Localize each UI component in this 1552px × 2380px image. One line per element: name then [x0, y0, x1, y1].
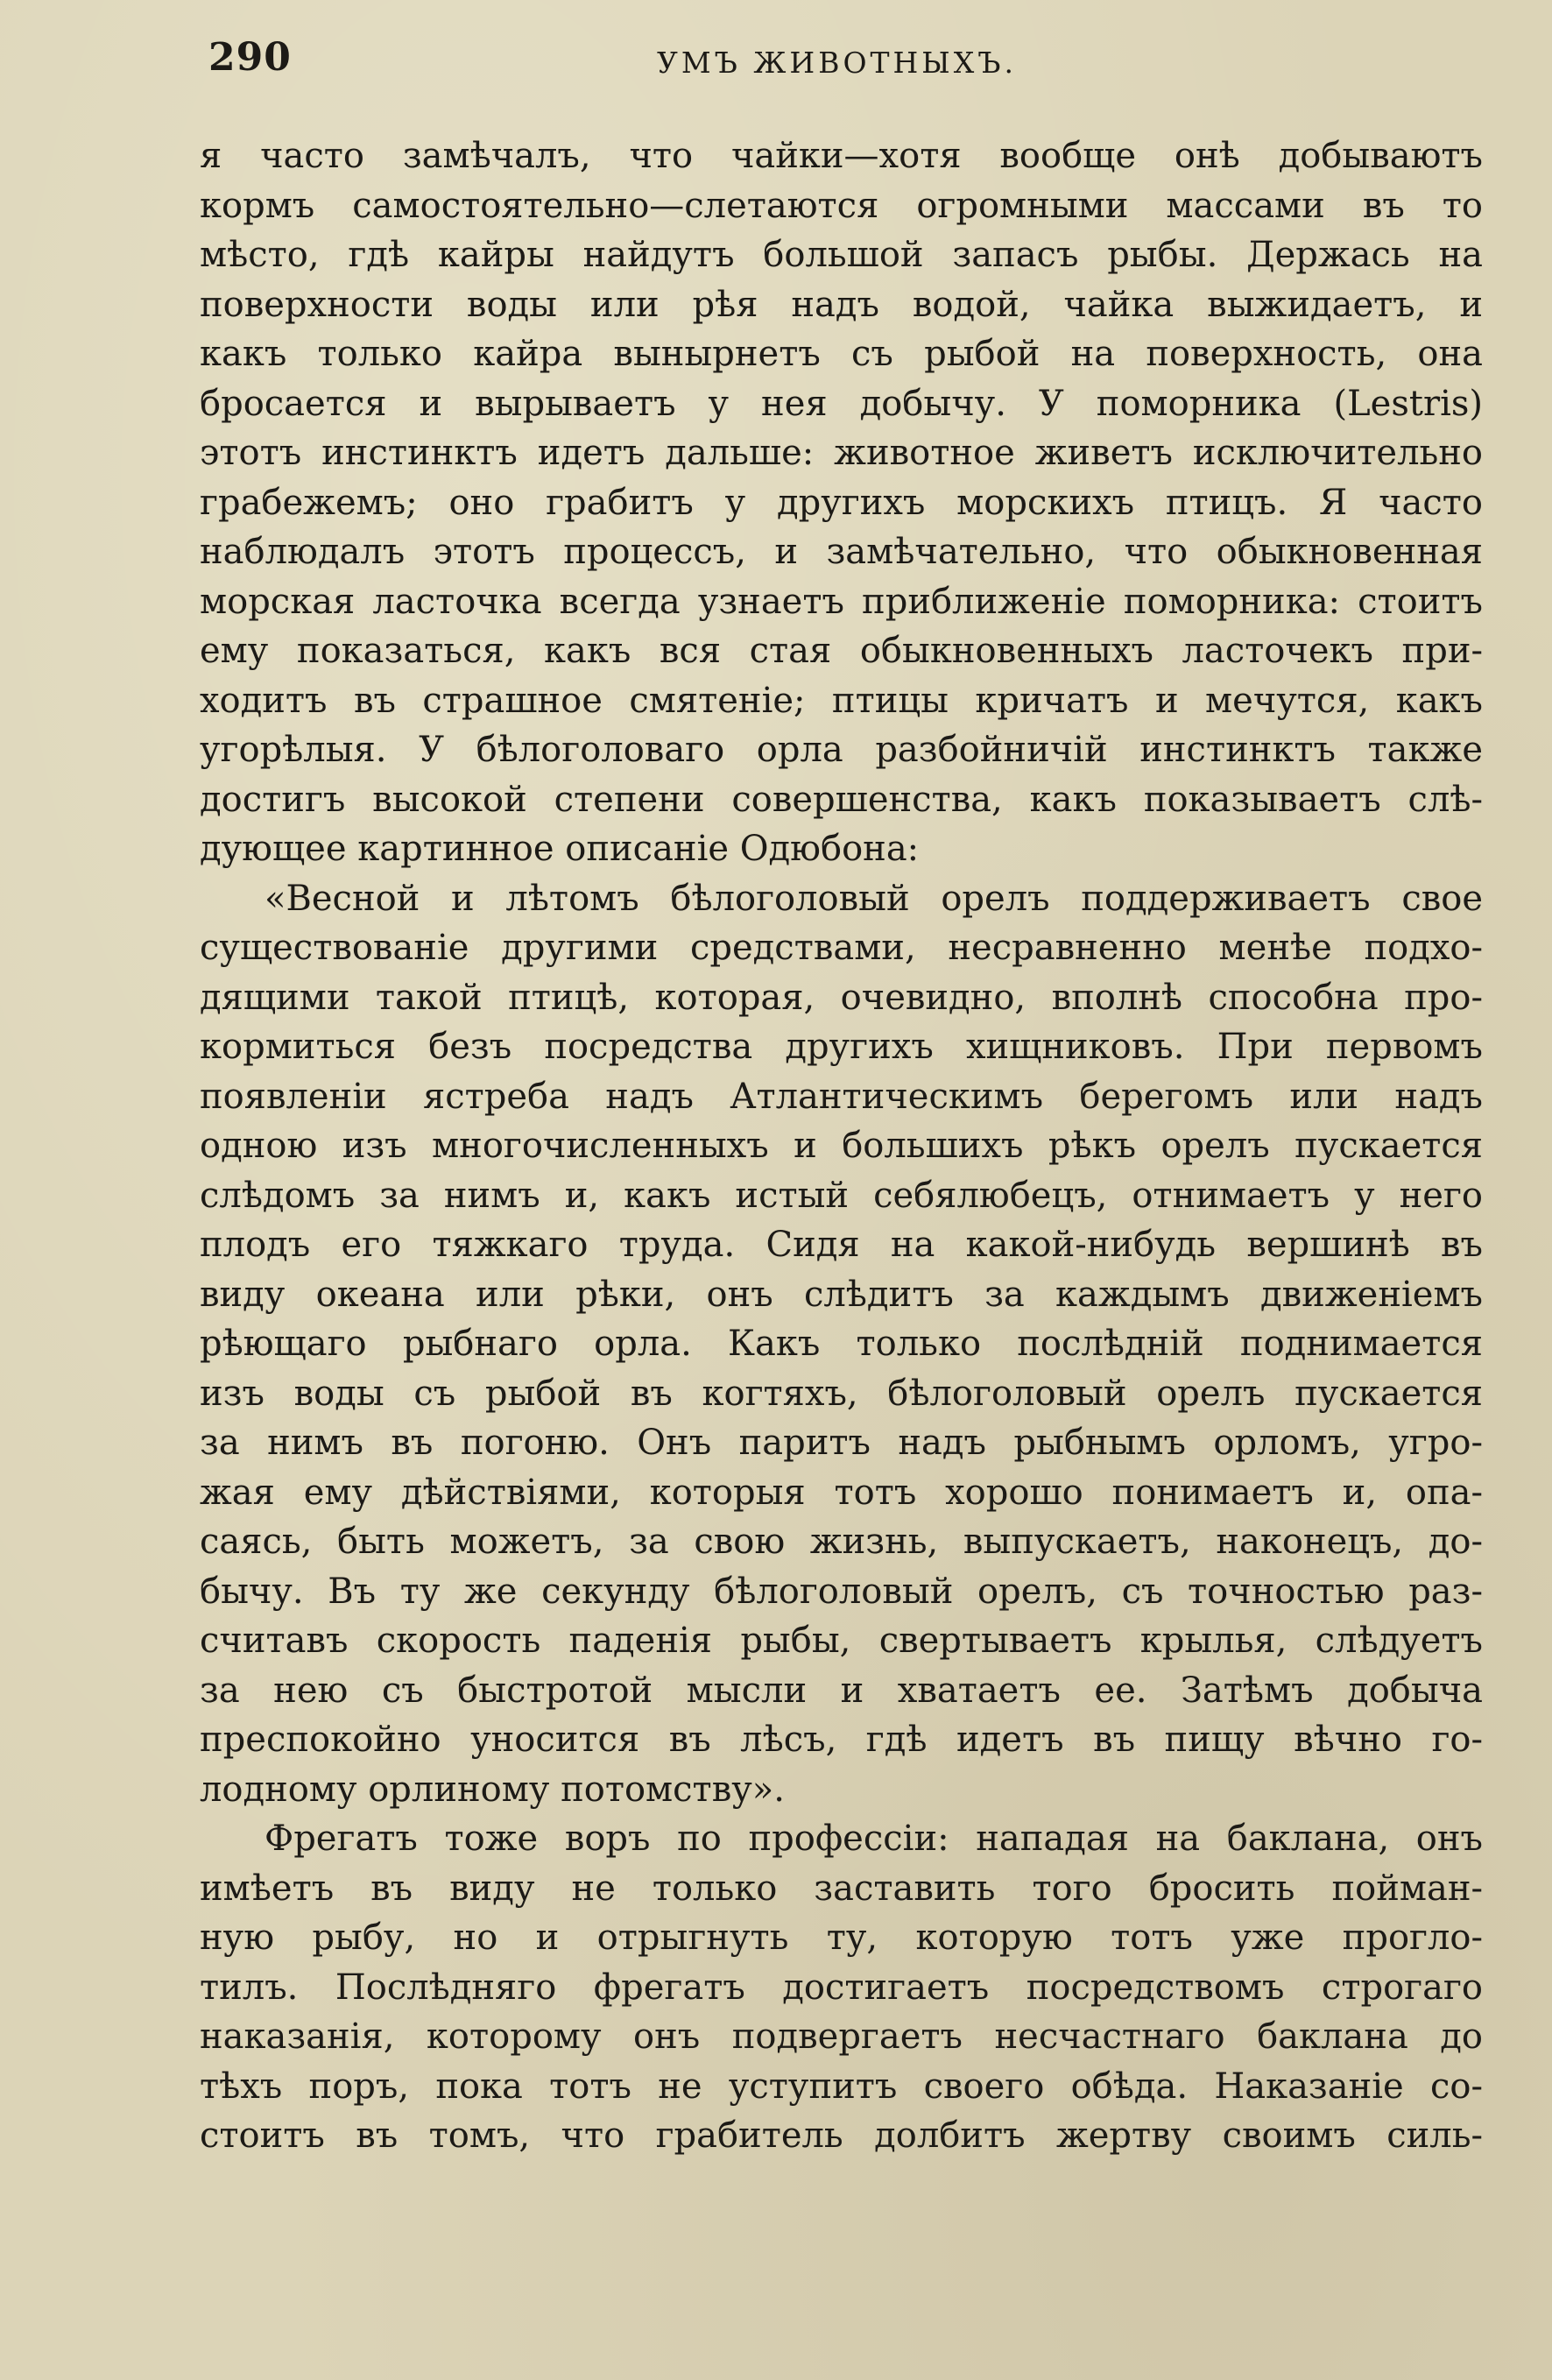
text-line: какъ только кайра вынырнетъ съ рыбой на поверхность, она [200, 334, 1483, 374]
text-line: слѣдомъ за нимъ и, какъ истый себялюбецъ, отнимаетъ у него [200, 1175, 1483, 1216]
text-line: этотъ инстинктъ идетъ дальше: животное живетъ исключительно [200, 433, 1483, 473]
text-line: ную рыбу, но и отрыгнуть ту, которую тотъ уже прогло- [200, 1917, 1483, 1958]
running-title: УМЪ ЖИВОТНЫХЪ. [657, 46, 1017, 80]
text-line: бычу. Въ ту же секунду бѣлоголовый орелъ, съ точностью раз- [200, 1571, 1483, 1612]
page-number: 290 [208, 35, 292, 80]
text-line: за нею съ быстротой мысли и хватаетъ ее. Затѣмъ добыча [200, 1670, 1483, 1711]
text-line: тилъ. Послѣдняго фрегатъ достигаетъ посредствомъ строгаго [200, 1967, 1483, 2008]
text-line: поверхности воды или рѣя надъ водой, чайка выжидаетъ, и [200, 284, 1483, 325]
text-line: рѣющаго рыбнаго орла. Какъ только послѣдній поднимается [200, 1324, 1483, 1364]
text-line: саясь, быть можетъ, за свою жизнь, выпускаетъ, наконецъ, до- [200, 1522, 1483, 1562]
text-line: считавъ скорость паденія рыбы, свертываетъ крылья, слѣдуетъ [200, 1621, 1483, 1661]
text-line: дующее картинное описаніе Одюбона: [200, 829, 920, 869]
text-line: жая ему дѣйствіями, которыя тотъ хорошо понимаетъ и, опа- [200, 1472, 1483, 1513]
text-line: наказанія, которому онъ подвергаетъ несчастнаго баклана до [200, 2016, 1483, 2057]
text-line: лодному орлиному потомству». [200, 1769, 785, 1810]
text-line: грабежемъ; оно грабитъ у другихъ морскихъ птицъ. Я часто [200, 482, 1483, 523]
text-line: появленіи ястреба надъ Атлантическимъ берегомъ или надъ [200, 1076, 1483, 1117]
text-line: ходитъ въ страшное смятеніе; птицы кричатъ и мечутся, какъ [200, 680, 1483, 721]
text-line: морская ласточка всегда узнаетъ приближеніе поморника: стоитъ [200, 581, 1483, 622]
text-line: преспокойно уносится въ лѣсъ, гдѣ идетъ въ пищу вѣчно го- [200, 1720, 1483, 1760]
text-line: за нимъ въ погоню. Онъ паритъ надъ рыбнымъ орломъ, угро- [200, 1423, 1483, 1463]
text-line: виду океана или рѣки, онъ слѣдитъ за каждымъ движеніемъ [200, 1274, 1483, 1315]
text-line: кормиться безъ посредства другихъ хищниковъ. При первомъ [200, 1027, 1483, 1067]
text-line: стоитъ въ томъ, что грабитель долбитъ жертву своимъ силь- [200, 2115, 1483, 2156]
text-line: кормъ самостоятельно—слетаются огромными массами въ то [200, 185, 1483, 226]
text-line: дящими такой птицѣ, которая, очевидно, вполнѣ способна про- [200, 977, 1483, 1018]
text-line: наблюдалъ этотъ процессъ, и замѣчательно, что обыкновенная [200, 532, 1483, 572]
text-line: ему показаться, какъ вся стая обыкновенныхъ ласточекъ при- [200, 631, 1483, 671]
body-text [200, 131, 1483, 2161]
text-line: бросается и вырываетъ у нея добычу. У поморника (Lestris) [200, 383, 1483, 424]
text-line: имѣетъ въ виду не только заставить того бросить пойман- [200, 1868, 1483, 1909]
text-line: достигъ высокой степени совершенства, какъ показываетъ слѣ- [200, 779, 1483, 820]
text-line: плодъ его тяжкаго труда. Сидя на какой-нибудь вершинѣ въ [200, 1225, 1483, 1265]
text-line: «Весной и лѣтомъ бѣлоголовый орелъ поддерживаетъ свое [265, 878, 1483, 919]
text-line: Фрегатъ тоже воръ по профессіи: нападая на баклана, онъ [265, 1819, 1483, 1859]
text-line: угорѣлыя. У бѣлоголоваго орла разбойничій инстинктъ также [200, 730, 1483, 770]
text-line: одною изъ многочисленныхъ и большихъ рѣкъ орелъ пускается [200, 1126, 1483, 1166]
page-header [201, 35, 1480, 96]
text-line: тѣхъ поръ, пока тотъ не уступитъ своего обѣда. Наказаніе со- [200, 2066, 1483, 2107]
text-line: изъ воды съ рыбой въ когтяхъ, бѣлоголовый орелъ пускается [200, 1373, 1483, 1414]
text-line: существованіе другими средствами, несравненно менѣе подхо- [200, 928, 1483, 968]
text-line: мѣсто, гдѣ кайры найдутъ большой запасъ рыбы. Держась на [200, 235, 1483, 275]
text-line: я часто замѣчалъ, что чайки—хотя вообще онѣ добываютъ [200, 136, 1483, 176]
